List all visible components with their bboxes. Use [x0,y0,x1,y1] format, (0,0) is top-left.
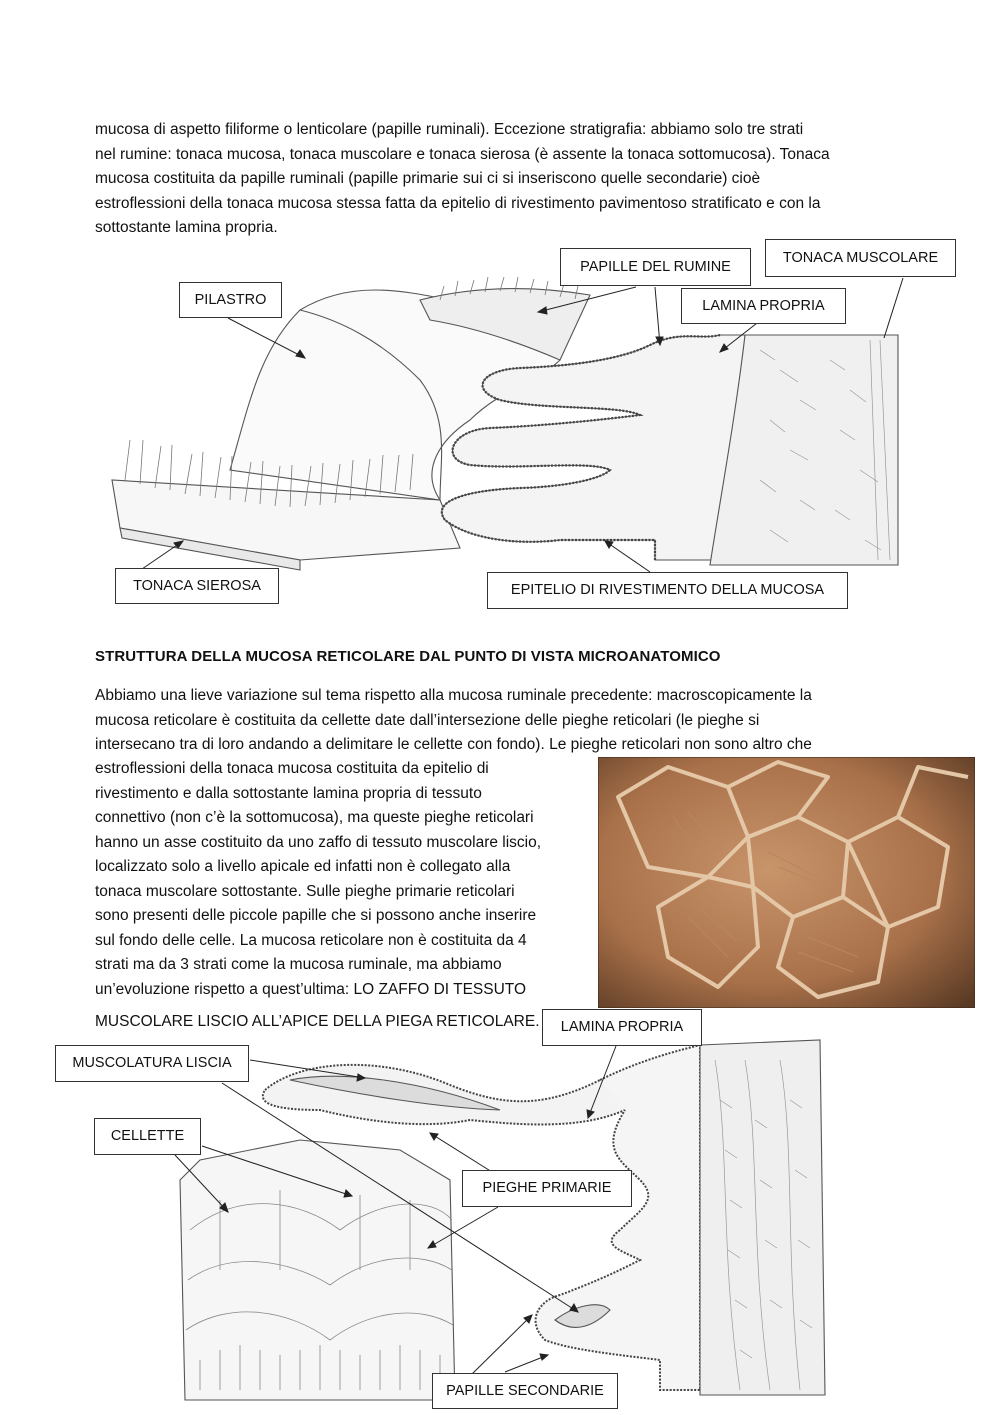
paragraph-line: sono presenti delle piccole papille che si possono anche inserire [95,907,537,924]
intro-line: sottostante lamina propria. [95,219,278,236]
paragraph-line: hanno un asse costituito da uno zaffo di tessuto muscolare liscio, [95,833,542,851]
intro-line: nel rumine: tonaca mucosa, tonaca muscolare e tonaca sierosa (è assente la tonaca sottomucosa). Tonaca [95,145,830,163]
intro-line: mucosa costituita da papille ruminali (papille primarie sui ci si inseriscono quelle secondarie) cioè [95,170,761,187]
paragraph-line: rivestimento e dalla sottostante lamina propria di tessuto [95,784,482,802]
paragraph-line: localizzato solo a livello apicale ed infatti non è collegato alla [95,858,511,875]
label-tonaca-muscolare: TONACA MUSCOLARE [765,239,956,277]
paragraph-line: un’evoluzione rispetto a quest’ultima: LO ZAFFO DI TESSUTO [95,980,527,998]
label-lamina-propria-2: LAMINA PROPRIA [542,1009,702,1046]
paragraph-line: tonaca muscolare sottostante. Sulle pieghe primarie reticolari [95,882,515,900]
label-tonaca-sierosa: TONACA SIEROSA [115,568,279,604]
label-lamina-propria: LAMINA PROPRIA [681,288,846,324]
intro-line: estroflessioni della tonaca mucosa stessa fatta da epitelio di rivestimento pavimentoso stratificato e con la [95,194,821,212]
paragraph-line: sul fondo delle celle. La mucosa reticolare non è costituita da 4 [95,931,527,949]
paragraph-last-line: MUSCOLARE LISCIO ALL’APICE DELLA PIEGA RETICOLARE. [95,1013,540,1030]
label-papille-secondarie: PAPILLE SECONDARIE [432,1373,618,1409]
paragraph-line: estroflessioni della tonaca mucosa costituita da epitelio di [95,760,489,777]
section-heading: STRUTTURA DELLA MUCOSA RETICOLARE DAL PUNTO DI VISTA MICROANATOMICO [95,648,721,665]
paragraph-line: Abbiamo una lieve variazione sul tema rispetto alla mucosa ruminale precedente: macroscopicamente la [95,687,812,704]
label-papille-rumine: PAPILLE DEL RUMINE [560,248,751,286]
label-epitelio: EPITELIO DI RIVESTIMENTO DELLA MUCOSA [487,572,848,609]
paragraph-line: connettivo (non c’è la sottomucosa), ma queste pieghe reticolari [95,809,534,826]
label-pieghe-primarie: PIEGHE PRIMARIE [462,1170,632,1207]
paragraph-line: mucosa reticolare è costituita da cellette date dall’intersezione delle pieghe reticolari (le pieghe si [95,711,760,729]
label-muscolatura-liscia: MUSCOLATURA LISCIA [55,1045,249,1082]
paragraph-line: strati ma da 3 strati come la mucosa ruminale, ma abbiamo [95,956,502,973]
label-cellette: CELLETTE [94,1118,201,1155]
intro-line: mucosa di aspetto filiforme o lenticolare (papille ruminali). Eccezione stratigrafia: abbiamo solo tre strati [95,121,804,138]
paragraph-line: intersecano tra di loro andando a delimitare le cellette con fondo). Le pieghe reticolari non sono altro che [95,736,812,753]
label-pilastro: PILASTRO [179,282,282,318]
